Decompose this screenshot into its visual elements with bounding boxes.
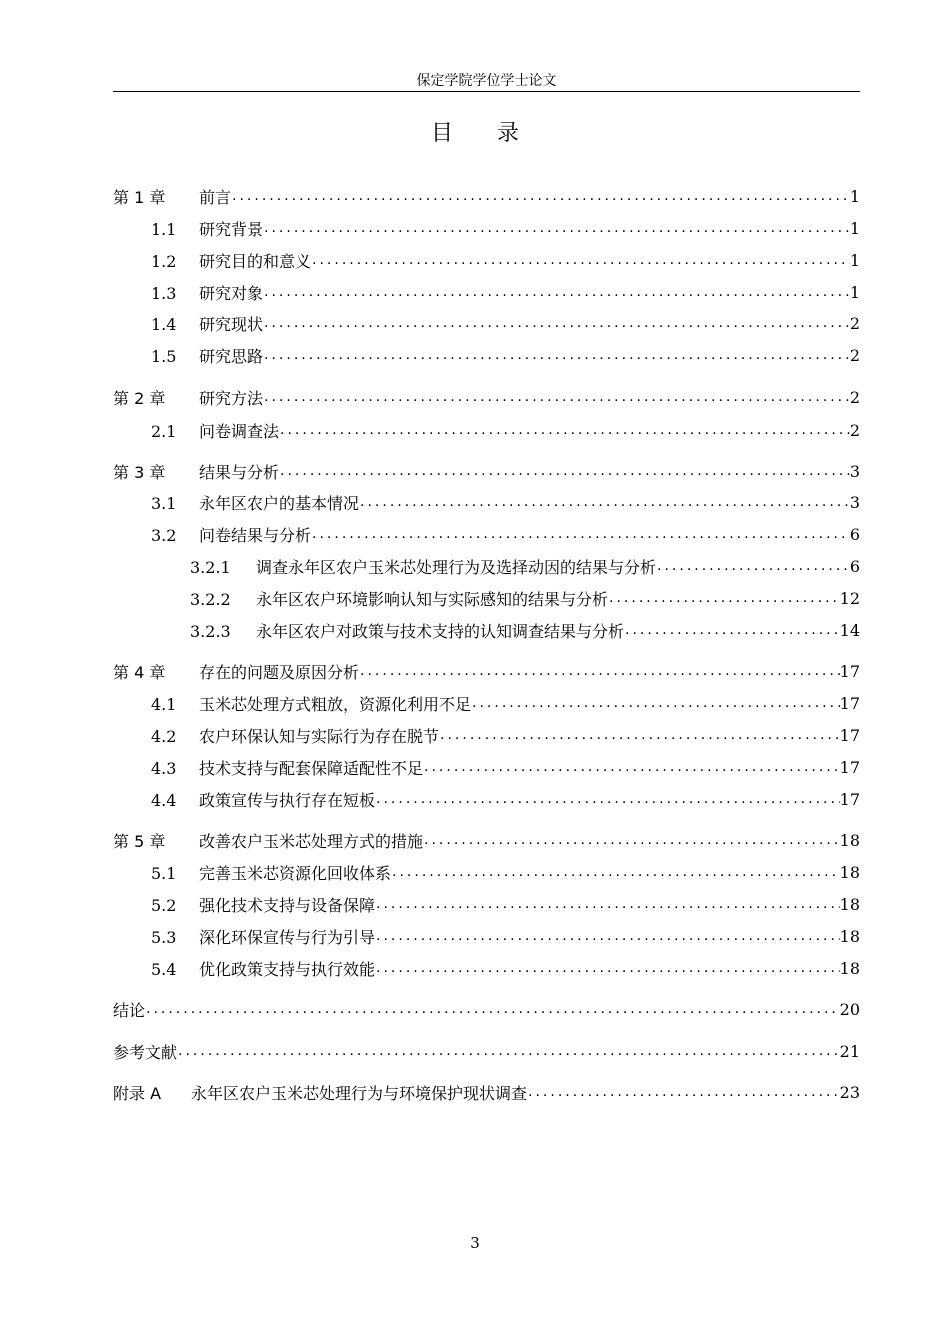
- toc-entry-title: 永年区农户对政策与技术支持的认知调查结果与分析: [256, 621, 625, 641]
- toc-entry-number: 4.4: [151, 790, 177, 810]
- toc-entry-number: 3.2: [151, 525, 177, 545]
- toc-entry-page: 1: [849, 218, 860, 238]
- toc-entry-number: 第 1 章: [113, 187, 166, 207]
- toc-entry-title: 完善玉米芯资源化回收体系: [199, 863, 392, 883]
- toc-leader-dots: [263, 220, 850, 236]
- toc-entry-title: 研究对象: [199, 283, 264, 303]
- toc-entry-page: 1: [849, 250, 860, 270]
- toc-entry-label: [113, 185, 231, 208]
- toc-entry-number: 5.3: [151, 927, 177, 947]
- toc-entry-label: [113, 957, 375, 980]
- toc-entry-title: 结果与分析: [199, 462, 280, 482]
- toc-entry-number: 1.2: [151, 251, 177, 271]
- toc-entry-page: 18: [839, 830, 860, 850]
- toc-entry[interactable]: [113, 618, 860, 642]
- toc-entry-label: [113, 249, 311, 272]
- toc-entry[interactable]: [113, 418, 860, 442]
- toc-entry-title: 存在的问题及原因分析: [199, 662, 360, 682]
- toc-entry-title: 优化政策支持与执行效能: [199, 959, 376, 979]
- toc-entry[interactable]: [113, 828, 860, 852]
- toc-entry-title: 永年区农户环境影响认知与实际感知的结果与分析: [256, 589, 609, 609]
- toc-entry[interactable]: [113, 490, 860, 514]
- toc-entry-page: 2: [849, 313, 860, 333]
- toc-leader-dots: [279, 463, 850, 479]
- toc-entry-number: 3.2.1: [190, 557, 231, 577]
- toc-entry-label: [113, 724, 439, 747]
- toc-entry-page: 17: [839, 757, 860, 777]
- toc-entry-page: 18: [839, 894, 860, 914]
- toc-entry-number: 1.5: [151, 346, 177, 366]
- toc-leader-dots: [527, 1084, 840, 1100]
- toc-entry-page: 20: [839, 999, 860, 1019]
- toc-entry-label: [113, 386, 263, 409]
- toc-entry-title: 玉米芯处理方式粗放，资源化利用不足: [199, 694, 472, 714]
- toc-entry-page: 17: [839, 693, 860, 713]
- toc-entry-label: [113, 893, 375, 916]
- toc-entry-label: [113, 587, 608, 610]
- toc-entry-page: 6: [849, 524, 860, 544]
- toc-entry[interactable]: [113, 924, 860, 948]
- toc-entry-label: [113, 660, 359, 683]
- toc-entry[interactable]: [113, 385, 860, 409]
- toc-entry-title: 调查永年区农户玉米芯处理行为及选择动因的结果与分析: [256, 557, 657, 577]
- toc-leader-dots: [375, 896, 840, 912]
- toc-entry-title: 前言: [199, 187, 232, 207]
- toc-entry[interactable]: [113, 280, 860, 304]
- toc-leader-dots: [423, 759, 840, 775]
- toc-entry[interactable]: [113, 1039, 860, 1063]
- page-number: 3: [470, 1234, 480, 1252]
- toc-entry-label: [113, 998, 145, 1021]
- toc-entry-label: [113, 829, 423, 852]
- toc-entry-page: 21: [839, 1041, 860, 1061]
- toc-leader-dots: [375, 791, 840, 807]
- toc-entry-title: 研究现状: [199, 314, 264, 334]
- toc-entry[interactable]: [113, 459, 860, 483]
- toc-entry[interactable]: [113, 248, 860, 272]
- toc-entry-title: 深化环保宣传与行为引导: [199, 927, 376, 947]
- toc-entry[interactable]: [113, 691, 860, 715]
- toc-leader-dots: [624, 622, 840, 638]
- toc-entry[interactable]: [113, 522, 860, 546]
- toc-leader-dots: [177, 1043, 840, 1059]
- toc-entry-number: 3.1: [151, 493, 177, 513]
- toc-entry-title: 技术支持与配套保障适配性不足: [199, 758, 424, 778]
- toc-entry-page: 18: [839, 958, 860, 978]
- toc-leader-dots: [263, 389, 850, 405]
- toc-entry-number: 第 3 章: [113, 462, 166, 482]
- toc-leader-dots: [263, 347, 850, 363]
- toc-entry-number: 5.1: [151, 863, 177, 883]
- toc-entry-number: 第 2 章: [113, 388, 166, 408]
- toc-entry-label: [113, 1081, 527, 1104]
- toc-leader-dots: [375, 928, 840, 944]
- toc-entry-title: 问卷调查法: [199, 421, 280, 441]
- toc-entry-number: 5.2: [151, 895, 177, 915]
- toc-entry-label: [113, 281, 263, 304]
- toc-leader-dots: [311, 526, 850, 542]
- toc-leader-dots: [375, 960, 840, 976]
- toc-entry-page: 1: [849, 186, 860, 206]
- toc-entry[interactable]: [113, 860, 860, 884]
- toc-entry-label: [113, 756, 423, 779]
- toc-entry-title: 强化技术支持与设备保障: [199, 895, 376, 915]
- toc-entry-label: [113, 523, 311, 546]
- toc-leader-dots: [263, 315, 850, 331]
- toc-entry-label: [113, 1040, 177, 1063]
- toc-leader-dots: [263, 284, 850, 300]
- toc-entry[interactable]: [113, 586, 860, 610]
- toc-entry-label: [113, 460, 279, 483]
- toc-heading-char: 目: [430, 121, 453, 146]
- toc-entry-page: 17: [839, 789, 860, 809]
- toc-entry-number: 第 5 章: [113, 831, 166, 851]
- toc-entry-label: [113, 491, 359, 514]
- toc-entry-label: [113, 344, 263, 367]
- toc-entry-title: 结论: [113, 1000, 146, 1020]
- toc-entry-page: 18: [839, 926, 860, 946]
- toc-entry-number: 第 4 章: [113, 662, 166, 682]
- toc-entry-number: 4.1: [151, 694, 177, 714]
- toc-entry-label: [113, 555, 656, 578]
- toc-entry-label: [113, 861, 391, 884]
- toc-entry-title: 研究背景: [199, 219, 264, 239]
- toc-entry-number: 2.1: [151, 421, 177, 441]
- toc-entry-title: 永年区农户玉米芯处理行为与环境保护现状调查: [191, 1083, 528, 1103]
- toc-entry-number: 3.2.2: [190, 589, 231, 609]
- toc-heading-char: 录: [497, 121, 520, 146]
- toc-leader-dots: [359, 663, 840, 679]
- toc-leader-dots: [231, 188, 850, 204]
- toc-entry-number: 附录 A: [113, 1083, 162, 1103]
- toc-entry-number: 1.3: [151, 283, 177, 303]
- toc-entry-label: [113, 312, 263, 335]
- toc-entry-label: [113, 619, 624, 642]
- toc-heading: [0, 116, 950, 147]
- toc-entry-title: 研究方法: [199, 388, 264, 408]
- toc-entry-page: 3: [849, 492, 860, 512]
- toc-entry-page: 2: [849, 420, 860, 440]
- toc-leader-dots: [311, 252, 850, 268]
- toc-entry-number: 1.4: [151, 314, 177, 334]
- toc-entry-title: 研究目的和意义: [199, 251, 312, 271]
- toc-entry[interactable]: [113, 311, 860, 335]
- toc-entry-page: 17: [839, 725, 860, 745]
- toc-leader-dots: [439, 727, 840, 743]
- toc-leader-dots: [608, 590, 840, 606]
- toc-entry-title: 改善农户玉米芯处理方式的措施: [199, 831, 424, 851]
- toc-entry-label: [113, 419, 279, 442]
- toc-entry-page: 17: [839, 661, 860, 681]
- toc-entry-title: 政策宣传与执行存在短板: [199, 790, 376, 810]
- toc-entry-page: 6: [849, 556, 860, 576]
- toc-leader-dots: [656, 558, 850, 574]
- toc-entry-label: [113, 788, 375, 811]
- toc-entry-title: 研究思路: [199, 346, 264, 366]
- toc-entry[interactable]: [113, 216, 860, 240]
- toc-leader-dots: [145, 1001, 840, 1017]
- toc-leader-dots: [391, 864, 840, 880]
- toc-entry-number: 4.3: [151, 758, 177, 778]
- toc-entry-title: 永年区农户的基本情况: [199, 493, 360, 513]
- running-header: 保定学院学位学士论文: [416, 73, 557, 89]
- toc-entry-page: 14: [839, 620, 860, 640]
- toc-entry-page: 12: [839, 588, 860, 608]
- toc-entry[interactable]: [113, 343, 860, 367]
- toc-entry-number: 3.2.3: [190, 621, 231, 641]
- toc-entry[interactable]: [113, 997, 860, 1021]
- toc-entry[interactable]: [113, 184, 860, 208]
- toc-entry[interactable]: [113, 892, 860, 916]
- toc-entry[interactable]: [113, 1080, 860, 1104]
- toc-entry-number: 1.1: [151, 219, 177, 239]
- toc-entry[interactable]: [113, 659, 860, 683]
- toc-leader-dots: [423, 832, 840, 848]
- toc-entry-page: 23: [839, 1082, 860, 1102]
- toc-entry-number: 5.4: [151, 959, 177, 979]
- toc-leader-dots: [359, 494, 850, 510]
- toc-entry[interactable]: [113, 956, 860, 980]
- toc-entry-page: 2: [849, 345, 860, 365]
- toc-entry-label: [113, 217, 263, 240]
- toc-entry-title: 问卷结果与分析: [199, 525, 312, 545]
- toc-entry[interactable]: [113, 723, 860, 747]
- toc-leader-dots: [471, 695, 840, 711]
- toc-entry-number: 4.2: [151, 726, 177, 746]
- toc-entry[interactable]: [113, 554, 860, 578]
- toc-entry-title: 参考文献: [113, 1042, 178, 1062]
- toc-entry[interactable]: [113, 755, 860, 779]
- toc-entry-label: [113, 692, 471, 715]
- toc-entry-label: [113, 925, 375, 948]
- toc-leader-dots: [279, 422, 850, 438]
- toc-entry-page: 2: [849, 387, 860, 407]
- toc-entry[interactable]: [113, 787, 860, 811]
- toc-entry-page: 3: [849, 461, 860, 481]
- toc-entry-page: 1: [849, 282, 860, 302]
- toc-entry-title: 农户环保认知与实际行为存在脱节: [199, 726, 440, 746]
- toc-entry-page: 18: [839, 862, 860, 882]
- header-rule: [113, 91, 860, 92]
